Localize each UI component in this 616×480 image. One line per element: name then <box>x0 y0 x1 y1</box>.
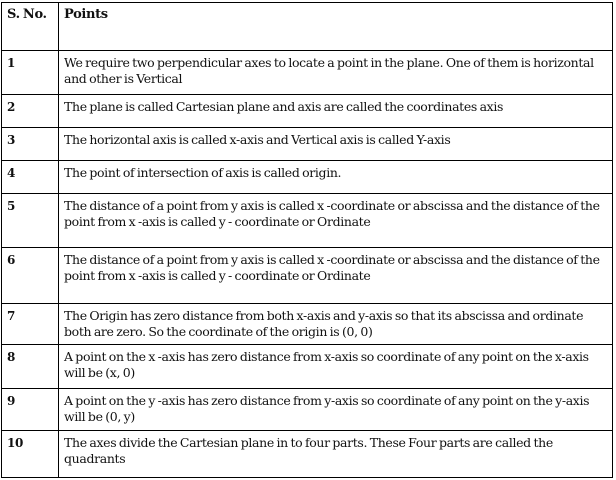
table-row <box>2 194 613 248</box>
table-row <box>2 128 613 161</box>
row-text: A point on the y -axis has zero distance from y-axis so coordinate of any point on the y-axis will be (0, y) <box>59 389 613 431</box>
table-row <box>2 431 613 478</box>
row-number: 9 <box>2 389 59 431</box>
row-number: 7 <box>2 304 59 345</box>
row-text: The distance of a point from y axis is called x -coordinate or abscissa and the distance of the point from x -axis is called y - coordinate or Ordinate <box>59 248 613 304</box>
points-table <box>1 2 613 478</box>
table-header-row <box>2 3 613 51</box>
header-sno: S. No. <box>2 3 59 51</box>
row-text: The Origin has zero distance from both x-axis and y-axis so that its abscissa and ordinate both are zero. So the coordinate of the origin is (0, 0) <box>59 304 613 345</box>
row-number: 4 <box>2 161 59 194</box>
row-number: 5 <box>2 194 59 248</box>
table-row <box>2 389 613 431</box>
row-text: We require two perpendicular axes to locate a point in the plane. One of them is horizontal and other is Vertical <box>59 51 613 95</box>
row-number: 6 <box>2 248 59 304</box>
header-points: Points <box>59 3 613 51</box>
table-row <box>2 51 613 95</box>
row-number: 2 <box>2 95 59 128</box>
table-row <box>2 345 613 389</box>
table-row <box>2 304 613 345</box>
row-text: A point on the x -axis has zero distance from x-axis so coordinate of any point on the x-axis will be (x, 0) <box>59 345 613 389</box>
row-text: The point of intersection of axis is called origin. <box>59 161 613 194</box>
row-text: The distance of a point from y axis is called x -coordinate or abscissa and the distance of the point from x -axis is called y - coordinate or Ordinate <box>59 194 613 248</box>
row-text: The plane is called Cartesian plane and axis are called the coordinates axis <box>59 95 613 128</box>
table-row <box>2 95 613 128</box>
table-row <box>2 161 613 194</box>
row-number: 1 <box>2 51 59 95</box>
row-number: 10 <box>2 431 59 478</box>
row-text: The axes divide the Cartesian plane in to four parts. These Four parts are called the quadrants <box>59 431 613 478</box>
row-text: The horizontal axis is called x-axis and Vertical axis is called Y-axis <box>59 128 613 161</box>
table-row <box>2 248 613 304</box>
row-number: 8 <box>2 345 59 389</box>
row-number: 3 <box>2 128 59 161</box>
